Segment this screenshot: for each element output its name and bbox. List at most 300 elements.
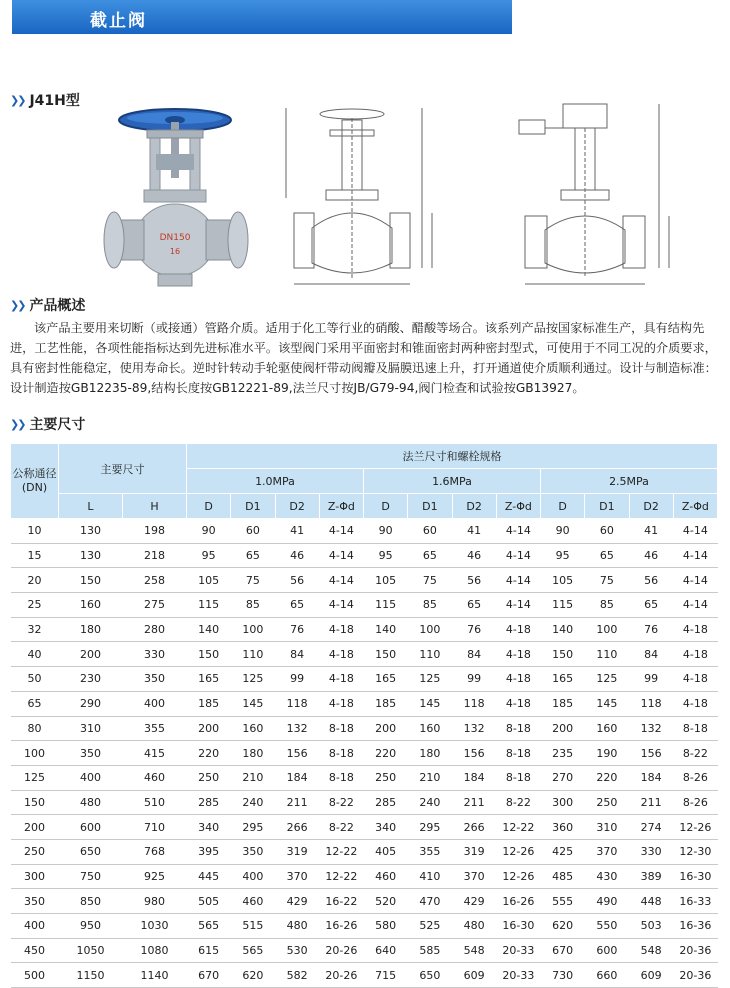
table-cell: 4-14 xyxy=(496,568,540,593)
table-cell: 118 xyxy=(452,691,496,716)
table-cell: 16-26 xyxy=(319,914,363,939)
table-cell: 165 xyxy=(187,667,231,692)
table-row xyxy=(11,914,718,939)
table-cell: 1080 xyxy=(123,938,187,963)
table-cell: 65 xyxy=(629,593,673,618)
table-cell: 360 xyxy=(541,815,585,840)
table-row xyxy=(11,864,718,889)
table-cell: 350 xyxy=(11,889,59,914)
table-cell: 503 xyxy=(629,914,673,939)
header-l: L xyxy=(59,494,123,519)
table-cell: 370 xyxy=(585,839,629,864)
table-cell: 310 xyxy=(59,716,123,741)
table-cell: 12-22 xyxy=(319,864,363,889)
table-cell: 8-18 xyxy=(496,741,540,766)
table-cell: 16-22 xyxy=(319,889,363,914)
header-h: H xyxy=(123,494,187,519)
table-cell: 200 xyxy=(541,716,585,741)
table-cell: 84 xyxy=(452,642,496,667)
table-cell: 95 xyxy=(187,543,231,568)
table-cell: 585 xyxy=(408,938,452,963)
table-row xyxy=(11,593,718,618)
table-cell: 4-14 xyxy=(496,593,540,618)
table-cell: 156 xyxy=(629,741,673,766)
table-cell: 115 xyxy=(364,593,408,618)
table-cell: 132 xyxy=(629,716,673,741)
table-cell: 90 xyxy=(364,519,408,544)
table-cell: 620 xyxy=(541,914,585,939)
table-cell: 565 xyxy=(187,914,231,939)
table-cell: 12-26 xyxy=(496,839,540,864)
table-cell: 330 xyxy=(629,839,673,864)
table-cell: 8-22 xyxy=(496,790,540,815)
table-cell: 16-30 xyxy=(673,864,717,889)
table-cell: 140 xyxy=(541,617,585,642)
table-cell: 85 xyxy=(585,593,629,618)
table-cell: 4-14 xyxy=(319,543,363,568)
table-cell: 425 xyxy=(541,839,585,864)
table-row xyxy=(11,667,718,692)
table-cell: 650 xyxy=(59,839,123,864)
table-cell: 525 xyxy=(408,914,452,939)
table-cell: 1030 xyxy=(123,914,187,939)
table-row xyxy=(11,963,718,988)
table-cell: 270 xyxy=(541,765,585,790)
table-cell: 415 xyxy=(123,741,187,766)
dimensions-heading xyxy=(10,414,85,434)
table-cell: 295 xyxy=(231,815,275,840)
table-cell: 184 xyxy=(275,765,319,790)
table-body xyxy=(11,519,718,988)
table-cell: 4-18 xyxy=(496,691,540,716)
table-row xyxy=(11,815,718,840)
table-cell: 99 xyxy=(629,667,673,692)
table-cell: 750 xyxy=(59,864,123,889)
table-cell: 125 xyxy=(585,667,629,692)
table-cell: 118 xyxy=(275,691,319,716)
table-cell: 140 xyxy=(364,617,408,642)
table-cell: 115 xyxy=(187,593,231,618)
overview-text xyxy=(10,318,722,398)
table-cell: 340 xyxy=(364,815,408,840)
table-cell: 250 xyxy=(11,839,59,864)
table-cell: 950 xyxy=(59,914,123,939)
table-cell: 76 xyxy=(629,617,673,642)
table-cell: 75 xyxy=(408,568,452,593)
table-cell: 65 xyxy=(585,543,629,568)
table-cell: 156 xyxy=(452,741,496,766)
table-cell: 160 xyxy=(585,716,629,741)
table-cell: 16-26 xyxy=(496,889,540,914)
table-cell: 185 xyxy=(541,691,585,716)
table-cell: 4-18 xyxy=(319,642,363,667)
table-cell: 4-18 xyxy=(673,617,717,642)
table-cell: 12-26 xyxy=(496,864,540,889)
table-cell: 65 xyxy=(275,593,319,618)
table-cell: 266 xyxy=(452,815,496,840)
table-cell: 450 xyxy=(11,938,59,963)
table-cell: 448 xyxy=(629,889,673,914)
header-d1: D1 xyxy=(408,494,452,519)
header-d2: D2 xyxy=(275,494,319,519)
table-cell: 548 xyxy=(452,938,496,963)
table-cell: 20-33 xyxy=(496,963,540,988)
table-cell: 400 xyxy=(231,864,275,889)
table-cell: 500 xyxy=(11,963,59,988)
table-cell: 350 xyxy=(231,839,275,864)
table-cell: 150 xyxy=(187,642,231,667)
table-cell: 670 xyxy=(541,938,585,963)
table-cell: 555 xyxy=(541,889,585,914)
table-cell: 4-18 xyxy=(319,691,363,716)
table-cell: 20 xyxy=(11,568,59,593)
table-row xyxy=(11,765,718,790)
table-cell: 210 xyxy=(231,765,275,790)
table-cell: 100 xyxy=(585,617,629,642)
table-cell: 56 xyxy=(629,568,673,593)
table-cell: 485 xyxy=(541,864,585,889)
table-cell: 640 xyxy=(364,938,408,963)
table-cell: 515 xyxy=(231,914,275,939)
table-cell: 4-14 xyxy=(319,593,363,618)
table-cell: 4-18 xyxy=(673,691,717,716)
table-cell: 389 xyxy=(629,864,673,889)
table-cell: 95 xyxy=(364,543,408,568)
table-cell: 185 xyxy=(187,691,231,716)
table-row xyxy=(11,790,718,815)
table-cell: 160 xyxy=(59,593,123,618)
table-cell: 445 xyxy=(187,864,231,889)
table-cell: 150 xyxy=(364,642,408,667)
table-cell: 8-26 xyxy=(673,765,717,790)
table-cell: 85 xyxy=(231,593,275,618)
table-cell: 730 xyxy=(541,963,585,988)
table-cell: 200 xyxy=(11,815,59,840)
table-cell: 65 xyxy=(11,691,59,716)
table-cell: 4-18 xyxy=(496,617,540,642)
table-cell: 46 xyxy=(275,543,319,568)
table-cell: 75 xyxy=(231,568,275,593)
table-cell: 41 xyxy=(629,519,673,544)
table-cell: 100 xyxy=(11,741,59,766)
table-cell: 550 xyxy=(585,914,629,939)
title-banner xyxy=(12,0,512,34)
table-cell: 165 xyxy=(541,667,585,692)
table-cell: 184 xyxy=(629,765,673,790)
table-cell: 620 xyxy=(231,963,275,988)
technical-drawing-front xyxy=(282,98,442,298)
table-cell: 211 xyxy=(629,790,673,815)
table-cell: 400 xyxy=(59,765,123,790)
table-cell: 582 xyxy=(275,963,319,988)
table-cell: 118 xyxy=(629,691,673,716)
table-row xyxy=(11,568,718,593)
table-cell: 185 xyxy=(364,691,408,716)
table-cell: 480 xyxy=(275,914,319,939)
table-cell: 46 xyxy=(629,543,673,568)
table-cell: 285 xyxy=(187,790,231,815)
table-cell: 180 xyxy=(408,741,452,766)
table-cell: 105 xyxy=(187,568,231,593)
table-cell: 280 xyxy=(123,617,187,642)
table-cell: 505 xyxy=(187,889,231,914)
table-cell: 258 xyxy=(123,568,187,593)
table-cell: 150 xyxy=(541,642,585,667)
table-cell: 90 xyxy=(187,519,231,544)
table-cell: 600 xyxy=(59,815,123,840)
table-row xyxy=(11,716,718,741)
table-cell: 460 xyxy=(123,765,187,790)
table-cell: 4-18 xyxy=(319,667,363,692)
table-cell: 8-18 xyxy=(496,716,540,741)
valve-marking-pn: 16 xyxy=(169,247,181,256)
table-cell: 130 xyxy=(59,543,123,568)
table-cell: 429 xyxy=(275,889,319,914)
table-cell: 490 xyxy=(585,889,629,914)
header-bolts: Z-Φd xyxy=(673,494,717,519)
table-cell: 565 xyxy=(231,938,275,963)
table-cell: 530 xyxy=(275,938,319,963)
chevron-icon: ❯❯ xyxy=(10,93,25,107)
table-cell: 75 xyxy=(585,568,629,593)
table-cell: 480 xyxy=(59,790,123,815)
table-cell: 8-26 xyxy=(673,790,717,815)
table-cell: 4-18 xyxy=(319,617,363,642)
table-cell: 211 xyxy=(275,790,319,815)
header-d: D xyxy=(187,494,231,519)
table-cell: 355 xyxy=(408,839,452,864)
header-pressure-1: 1.0MPa xyxy=(187,469,364,494)
table-cell: 56 xyxy=(452,568,496,593)
table-cell: 110 xyxy=(231,642,275,667)
table-cell: 125 xyxy=(231,667,275,692)
table-cell: 235 xyxy=(541,741,585,766)
table-cell: 1150 xyxy=(59,963,123,988)
model-heading xyxy=(10,90,80,110)
table-row xyxy=(11,617,718,642)
table-cell: 160 xyxy=(231,716,275,741)
table-cell: 150 xyxy=(11,790,59,815)
table-cell: 4-18 xyxy=(496,642,540,667)
header-d1: D1 xyxy=(231,494,275,519)
table-cell: 660 xyxy=(585,963,629,988)
table-cell: 274 xyxy=(629,815,673,840)
table-cell: 850 xyxy=(59,889,123,914)
table-cell: 370 xyxy=(275,864,319,889)
table-cell: 130 xyxy=(59,519,123,544)
table-cell: 290 xyxy=(59,691,123,716)
table-cell: 300 xyxy=(541,790,585,815)
table-cell: 275 xyxy=(123,593,187,618)
header-dn: 公称通径(DN) xyxy=(11,444,59,519)
table-cell: 105 xyxy=(541,568,585,593)
table-cell: 8-18 xyxy=(496,765,540,790)
table-cell: 150 xyxy=(59,568,123,593)
table-cell: 20-26 xyxy=(319,963,363,988)
table-cell: 319 xyxy=(452,839,496,864)
table-cell: 8-22 xyxy=(319,790,363,815)
chevron-icon: ❯❯ xyxy=(10,417,25,431)
table-cell: 12-22 xyxy=(496,815,540,840)
table-cell: 12-22 xyxy=(319,839,363,864)
table-cell: 20-36 xyxy=(673,963,717,988)
header-d: D xyxy=(541,494,585,519)
table-cell: 4-18 xyxy=(673,667,717,692)
table-cell: 240 xyxy=(408,790,452,815)
table-cell: 12-30 xyxy=(673,839,717,864)
table-cell: 615 xyxy=(187,938,231,963)
table-cell: 90 xyxy=(541,519,585,544)
table-cell: 32 xyxy=(11,617,59,642)
table-cell: 16-36 xyxy=(673,914,717,939)
table-cell: 310 xyxy=(585,815,629,840)
table-cell: 200 xyxy=(59,642,123,667)
header-d2: D2 xyxy=(629,494,673,519)
table-cell: 65 xyxy=(231,543,275,568)
table-cell: 99 xyxy=(452,667,496,692)
table-cell: 980 xyxy=(123,889,187,914)
table-cell: 230 xyxy=(59,667,123,692)
table-cell: 430 xyxy=(585,864,629,889)
table-cell: 400 xyxy=(11,914,59,939)
header-d2: D2 xyxy=(452,494,496,519)
table-cell: 132 xyxy=(452,716,496,741)
table-row xyxy=(11,741,718,766)
header-d: D xyxy=(364,494,408,519)
table-cell: 300 xyxy=(11,864,59,889)
table-cell: 145 xyxy=(231,691,275,716)
table-cell: 768 xyxy=(123,839,187,864)
table-cell: 4-18 xyxy=(673,642,717,667)
table-cell: 10 xyxy=(11,519,59,544)
table-cell: 710 xyxy=(123,815,187,840)
table-cell: 76 xyxy=(452,617,496,642)
table-cell: 4-14 xyxy=(319,568,363,593)
table-cell: 266 xyxy=(275,815,319,840)
table-cell: 4-18 xyxy=(496,667,540,692)
table-cell: 520 xyxy=(364,889,408,914)
table-cell: 180 xyxy=(59,617,123,642)
table-cell: 350 xyxy=(59,741,123,766)
table-cell: 115 xyxy=(541,593,585,618)
table-cell: 76 xyxy=(275,617,319,642)
table-cell: 200 xyxy=(187,716,231,741)
table-cell: 4-14 xyxy=(496,519,540,544)
table-cell: 60 xyxy=(231,519,275,544)
table-cell: 8-22 xyxy=(319,815,363,840)
header-bolts: Z-Φd xyxy=(496,494,540,519)
table-cell: 4-14 xyxy=(673,519,717,544)
header-main-dimensions: 主要尺寸 xyxy=(59,444,187,494)
table-cell: 580 xyxy=(364,914,408,939)
table-cell: 25 xyxy=(11,593,59,618)
table-cell: 220 xyxy=(364,741,408,766)
header-bolts: Z-Φd xyxy=(319,494,363,519)
table-row xyxy=(11,839,718,864)
table-cell: 8-18 xyxy=(319,765,363,790)
table-cell: 600 xyxy=(585,938,629,963)
table-cell: 8-18 xyxy=(319,741,363,766)
table-cell: 105 xyxy=(364,568,408,593)
header-pressure-3: 2.5MPa xyxy=(541,469,718,494)
table-cell: 650 xyxy=(408,963,452,988)
table-cell: 405 xyxy=(364,839,408,864)
model-label: J41H型 xyxy=(29,93,80,109)
table-cell: 330 xyxy=(123,642,187,667)
table-cell: 429 xyxy=(452,889,496,914)
table-cell: 410 xyxy=(408,864,452,889)
table-cell: 50 xyxy=(11,667,59,692)
valve-photo xyxy=(100,98,250,298)
table-cell: 240 xyxy=(231,790,275,815)
table-cell: 100 xyxy=(231,617,275,642)
table-cell: 395 xyxy=(187,839,231,864)
table-cell: 84 xyxy=(275,642,319,667)
table-cell: 295 xyxy=(408,815,452,840)
table-cell: 160 xyxy=(408,716,452,741)
table-cell: 85 xyxy=(408,593,452,618)
table-cell: 198 xyxy=(123,519,187,544)
table-cell: 125 xyxy=(408,667,452,692)
table-cell: 16-30 xyxy=(496,914,540,939)
table-cell: 460 xyxy=(364,864,408,889)
table-cell: 220 xyxy=(585,765,629,790)
table-cell: 400 xyxy=(123,691,187,716)
table-cell: 285 xyxy=(364,790,408,815)
dimensions-table xyxy=(10,443,718,988)
table-cell: 95 xyxy=(541,543,585,568)
table-row xyxy=(11,889,718,914)
header-d1: D1 xyxy=(585,494,629,519)
header-flange: 法兰尺寸和螺栓规格 xyxy=(187,444,718,469)
table-cell: 40 xyxy=(11,642,59,667)
table-cell: 110 xyxy=(408,642,452,667)
table-cell: 80 xyxy=(11,716,59,741)
table-cell: 1140 xyxy=(123,963,187,988)
table-cell: 4-14 xyxy=(496,543,540,568)
table-cell: 184 xyxy=(452,765,496,790)
table-cell: 218 xyxy=(123,543,187,568)
table-cell: 145 xyxy=(408,691,452,716)
table-cell: 355 xyxy=(123,716,187,741)
valve-marking-dn: DN150 xyxy=(159,233,191,243)
table-cell: 1050 xyxy=(59,938,123,963)
table-row xyxy=(11,642,718,667)
table-cell: 145 xyxy=(585,691,629,716)
table-cell: 510 xyxy=(123,790,187,815)
table-cell: 340 xyxy=(187,815,231,840)
table-cell: 210 xyxy=(408,765,452,790)
header-pressure-2: 1.6MPa xyxy=(364,469,541,494)
overview-heading xyxy=(10,295,85,315)
table-cell: 125 xyxy=(11,765,59,790)
table-cell: 460 xyxy=(231,889,275,914)
table-cell: 156 xyxy=(275,741,319,766)
table-cell: 670 xyxy=(187,963,231,988)
table-cell: 319 xyxy=(275,839,319,864)
chevron-icon: ❯❯ xyxy=(10,298,25,312)
table-cell: 250 xyxy=(364,765,408,790)
table-cell: 715 xyxy=(364,963,408,988)
table-cell: 60 xyxy=(408,519,452,544)
table-cell: 56 xyxy=(275,568,319,593)
table-cell: 548 xyxy=(629,938,673,963)
table-cell: 4-14 xyxy=(673,593,717,618)
dimensions-title: 主要尺寸 xyxy=(29,417,86,433)
table-cell: 8-18 xyxy=(673,716,717,741)
table-cell: 190 xyxy=(585,741,629,766)
table-cell: 8-22 xyxy=(673,741,717,766)
